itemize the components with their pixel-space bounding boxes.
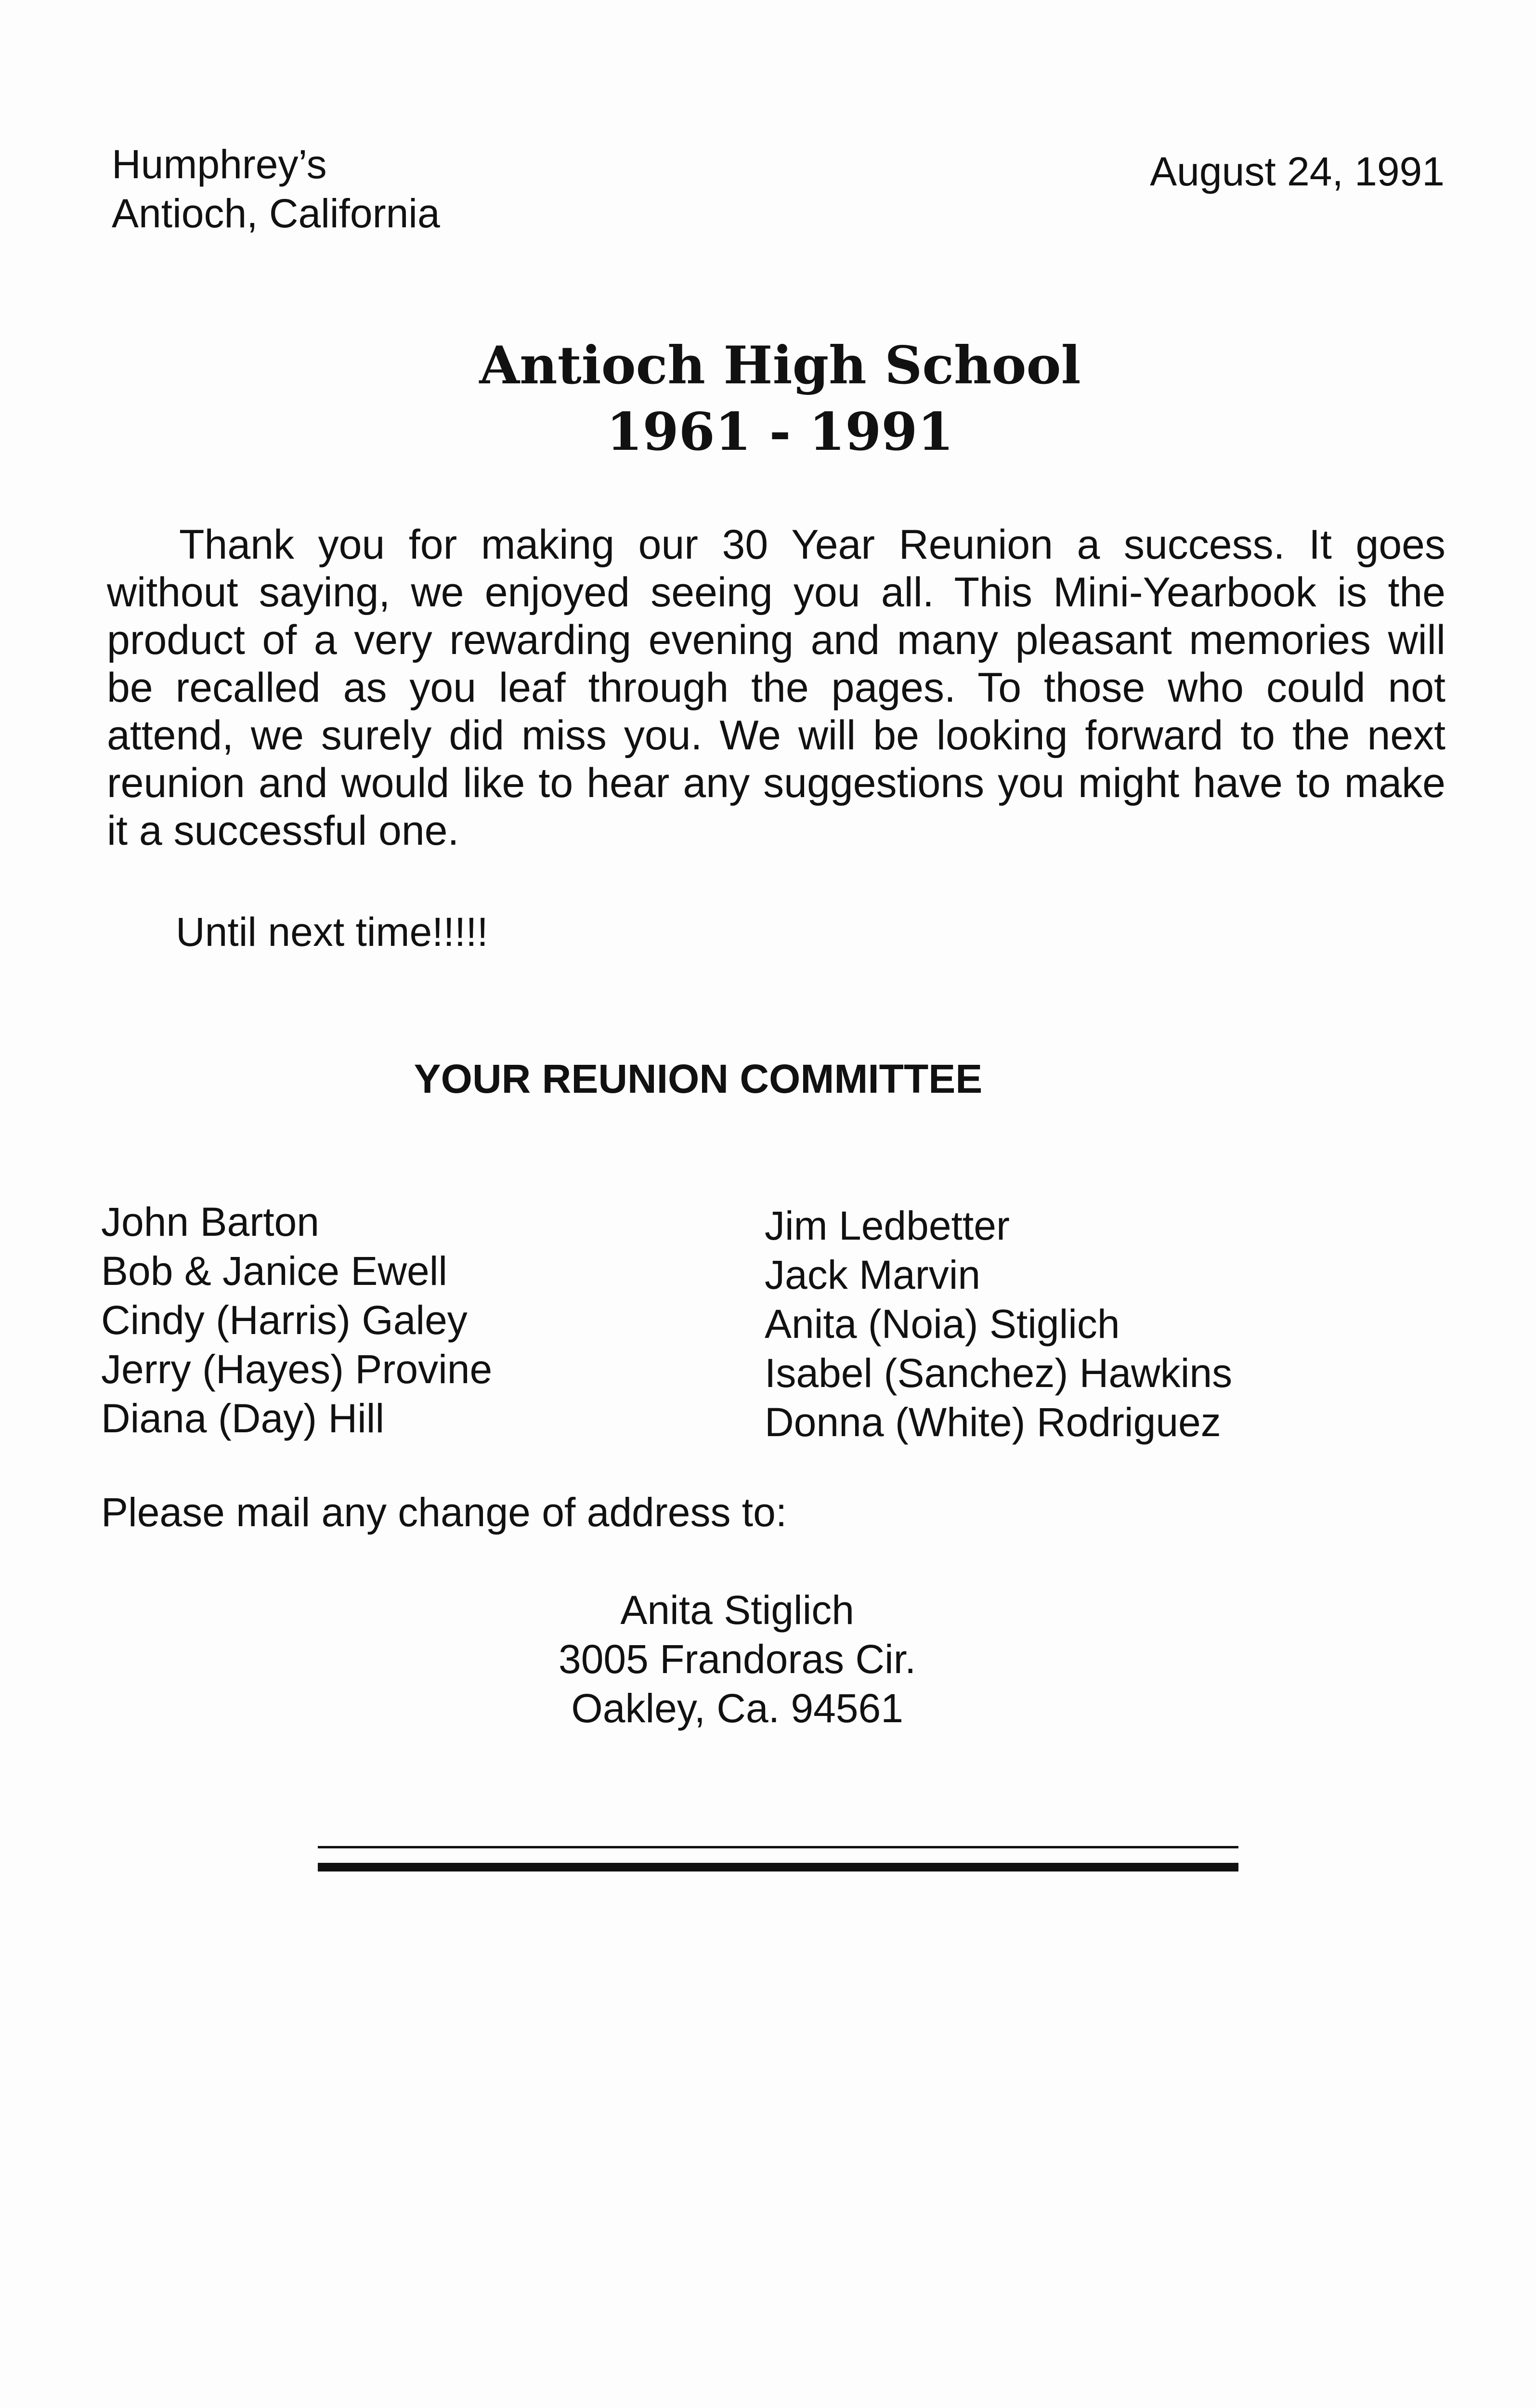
committee-member: Jim Ledbetter [765,1203,1010,1248]
mailing-address [0,1585,1536,1733]
address-street: 3005 Frandoras Cir. [558,1636,916,1682]
committee-member: John Barton [101,1199,319,1244]
title-block [0,332,1536,465]
mailing-note: Please mail any change of address to: [101,1490,787,1535]
committee-member: Cindy (Harris) Galey [101,1297,468,1343]
venue-location: Antioch, California [112,191,440,236]
event-date: August 24, 1991 [1150,149,1445,194]
class-years: 1961 - 1991 [606,402,954,462]
committee-member: Donna (White) Rodriguez [765,1400,1221,1445]
thank-you-paragraph: Thank you for making our 30 Year Reunion a success. It goes without saying, we enjoyed seeing you all. This Mini-Yearbook is the product of a very rewarding evening and many pleasant memories will be recalled as you leaf through the pages. To those who could not attend, we surely did miss you. We will be looking forward to the next reunion and would like to hear any suggestions you might have to make it a successful one. [107,522,1445,854]
committee-heading: YOUR REUNION COMMITTEE [414,1056,983,1101]
committee-member: Isabel (Sanchez) Hawkins [765,1350,1233,1396]
committee-member: Jerry (Hayes) Provine [101,1347,493,1392]
committee-member: Jack Marvin [765,1252,981,1297]
divider-thin [318,1846,1238,1848]
divider-thick [318,1863,1238,1871]
committee-member: Diana (Day) Hill [101,1396,385,1441]
address-name: Anita Stiglich [620,1587,854,1633]
venue-name: Humphrey’s [112,142,327,187]
closing-line: Until next time!!!!! [176,909,488,955]
committee-member: Bob & Janice Ewell [101,1248,448,1294]
school-title: Antioch High School [479,335,1081,396]
committee-member: Anita (Noia) Stiglich [765,1301,1120,1347]
address-city: Oakley, Ca. 94561 [571,1686,903,1731]
venue-block [112,140,440,238]
committee-list-left [101,1197,492,1443]
committee-list-right [765,1201,1232,1447]
